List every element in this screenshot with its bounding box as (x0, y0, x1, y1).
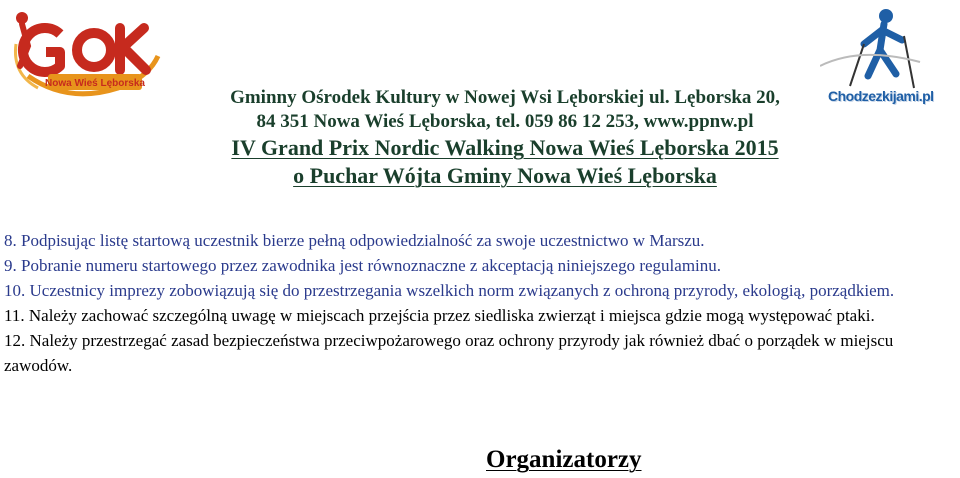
rules-list (4, 228, 956, 378)
event-subtitle: o Puchar Wójta Gminy Nowa Wieś Lęborska (293, 163, 717, 188)
rule-item-10: 10. Uczestnicy imprezy zobowiązują się do przestrzegania wszelkich norm związanych z ochroną przyrody, ekologią, porządkiem. (4, 281, 895, 300)
rule-item-9: 9. Pobranie numeru startowego przez zawodnika jest równoznaczne z akceptacją niniejszego regulaminu. (4, 256, 722, 275)
gok-logo-subtitle: Nowa Wieś Lęborska (45, 78, 145, 89)
organizer-address-line2: 84 351 Nowa Wieś Lęborska, tel. 059 86 12 253, www.ppnw.pl (256, 111, 754, 132)
event-title: IV Grand Prix Nordic Walking Nowa Wieś Lęborska 2015 (231, 135, 779, 160)
rule-item-8: 8. Podpisując listę startową uczestnik bierze pełną odpowiedzialność za swoje uczestnictwo w Marszu. (4, 231, 705, 250)
nordic-walker-icon (820, 6, 960, 90)
organizer-address-line1: Gminny Ośrodek Kultury w Nowej Wsi Lęborskiej ul. Lęborska 20, (230, 87, 780, 108)
organizers-heading: Organizatorzy (486, 446, 642, 473)
document-header (0, 86, 960, 190)
rule-item-11: 11. Należy zachować szczególną uwagę w miejscach przejścia przez siedliska zwierząt i miejsca gdzie mogą występować ptaki. (4, 306, 875, 325)
rule-item-12: 12. Należy przestrzegać zasad bezpieczeństwa przeciwpożarowego oraz ochrony przyrody jak również dbać o porządek w miejscu zawodów. (4, 331, 894, 375)
chodzezkijami-brand-text: Chodzezkijami.pl (828, 88, 934, 104)
